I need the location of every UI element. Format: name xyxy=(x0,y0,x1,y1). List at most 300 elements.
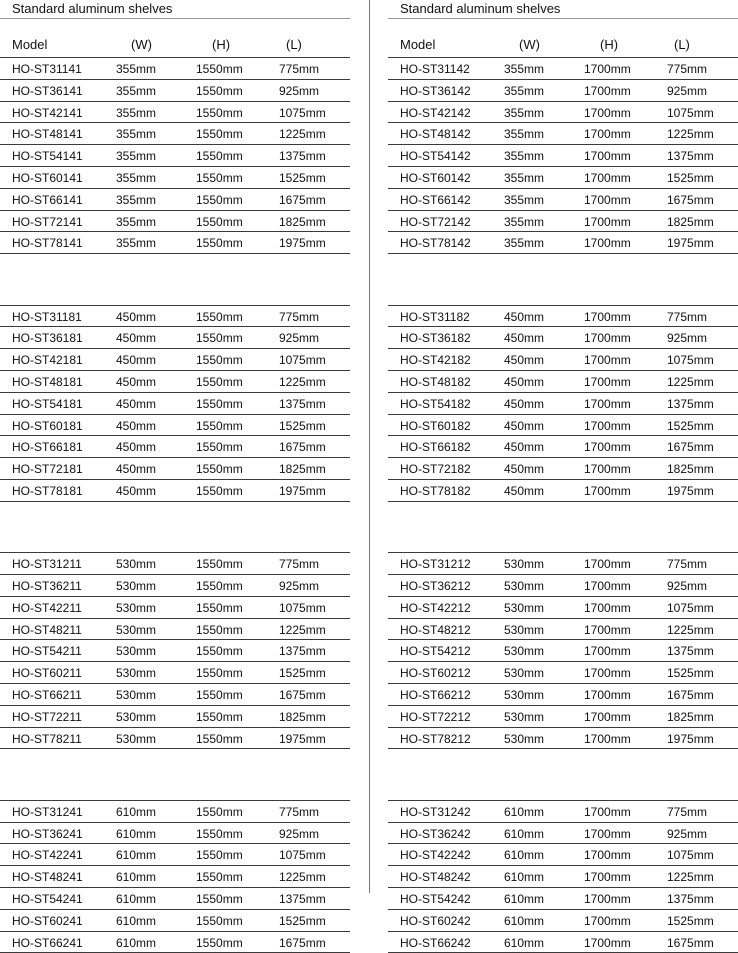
length-cell: 1075mm xyxy=(279,105,326,120)
model-cell: HO-ST54212 xyxy=(400,644,471,659)
header-width: (W) xyxy=(519,37,540,52)
height-cell: 1550mm xyxy=(196,236,243,251)
table-row xyxy=(388,822,738,844)
height-cell: 1700mm xyxy=(584,484,631,498)
table-row xyxy=(388,865,738,887)
table-row xyxy=(388,479,738,501)
width-cell: 355mm xyxy=(504,214,545,229)
width-cell: 355mm xyxy=(504,62,545,76)
width-cell: 450mm xyxy=(504,309,545,324)
width-cell: 450mm xyxy=(116,396,157,411)
model-cell: HO-ST42141 xyxy=(12,105,83,120)
length-cell: 775mm xyxy=(667,557,708,572)
model-cell: HO-ST66141 xyxy=(12,192,83,207)
width-cell: 530mm xyxy=(504,688,545,702)
height-cell: 1700mm xyxy=(584,913,631,928)
table-row xyxy=(0,479,350,501)
table-row xyxy=(0,210,350,232)
table-row xyxy=(0,144,350,166)
width-cell: 610mm xyxy=(116,935,157,950)
length-cell: 1975mm xyxy=(667,236,714,251)
model-cell: HO-ST48241 xyxy=(12,870,83,885)
width-cell: 530mm xyxy=(504,644,545,659)
table-row xyxy=(388,800,738,822)
length-cell: 1075mm xyxy=(279,848,326,863)
length-cell: 1975mm xyxy=(667,484,714,498)
table-row xyxy=(388,370,738,392)
width-cell: 610mm xyxy=(116,870,157,885)
model-cell: HO-ST54181 xyxy=(12,396,83,411)
width-cell: 450mm xyxy=(116,331,157,346)
length-cell: 1675mm xyxy=(279,192,326,207)
height-cell: 1550mm xyxy=(196,935,243,950)
height-cell: 1700mm xyxy=(584,644,631,659)
table-row xyxy=(388,552,738,574)
table-header xyxy=(388,36,738,56)
header-height: (H) xyxy=(600,37,619,52)
table-row xyxy=(0,618,350,640)
width-cell: 530mm xyxy=(116,666,157,681)
model-cell: HO-ST48211 xyxy=(12,622,82,637)
center-divider xyxy=(369,0,370,893)
width-cell: 450mm xyxy=(504,375,545,389)
length-cell: 1225mm xyxy=(279,870,326,885)
table-row xyxy=(388,210,738,232)
width-cell: 450mm xyxy=(504,462,545,477)
table-row xyxy=(388,705,738,727)
table-row xyxy=(0,101,350,123)
model-cell: HO-ST42211 xyxy=(12,600,82,615)
table-row xyxy=(0,705,350,727)
length-cell: 925mm xyxy=(667,83,708,98)
header-length: (L) xyxy=(674,37,690,52)
table-row xyxy=(388,661,738,683)
table-row xyxy=(0,326,350,348)
height-cell: 1550mm xyxy=(196,192,243,207)
width-cell: 355mm xyxy=(504,105,545,120)
height-cell: 1550mm xyxy=(196,644,243,659)
group-bottom-rule xyxy=(0,253,350,254)
table-row xyxy=(0,822,350,844)
table-row xyxy=(0,435,350,457)
length-cell: 925mm xyxy=(279,83,320,98)
length-cell: 1675mm xyxy=(667,935,714,950)
length-cell: 1975mm xyxy=(279,731,326,746)
width-cell: 530mm xyxy=(504,709,545,724)
length-cell: 1525mm xyxy=(667,171,714,185)
table-row xyxy=(0,457,350,479)
table-row xyxy=(0,79,350,101)
length-cell: 775mm xyxy=(667,309,708,324)
model-cell: HO-ST54142 xyxy=(400,149,471,164)
height-cell: 1700mm xyxy=(584,214,631,229)
height-cell: 1550mm xyxy=(196,688,243,702)
width-cell: 355mm xyxy=(504,236,545,251)
height-cell: 1550mm xyxy=(196,666,243,681)
height-cell: 1700mm xyxy=(584,870,631,885)
length-cell: 1525mm xyxy=(279,418,326,433)
height-cell: 1700mm xyxy=(584,353,631,368)
width-cell: 610mm xyxy=(504,870,545,885)
width-cell: 355mm xyxy=(116,214,157,229)
width-cell: 530mm xyxy=(116,731,157,746)
group-bottom-rule xyxy=(388,253,738,254)
height-cell: 1700mm xyxy=(584,236,631,251)
width-cell: 610mm xyxy=(504,935,545,950)
height-cell: 1550mm xyxy=(196,462,243,477)
table-row xyxy=(388,887,738,909)
length-cell: 775mm xyxy=(279,557,320,572)
length-cell: 1225mm xyxy=(667,127,714,142)
length-cell: 775mm xyxy=(279,62,320,76)
width-cell: 355mm xyxy=(116,236,157,251)
model-cell: HO-ST36242 xyxy=(400,826,471,841)
length-cell: 775mm xyxy=(667,804,708,819)
length-cell: 925mm xyxy=(667,579,708,593)
height-cell: 1700mm xyxy=(584,892,631,906)
model-cell: HO-ST60142 xyxy=(400,171,471,185)
height-cell: 1550mm xyxy=(196,149,243,164)
height-cell: 1550mm xyxy=(196,214,243,229)
model-cell: HO-ST78212 xyxy=(400,731,471,746)
height-cell: 1550mm xyxy=(196,870,243,885)
width-cell: 355mm xyxy=(504,149,545,164)
model-cell: HO-ST54242 xyxy=(400,892,471,906)
model-cell: HO-ST31141 xyxy=(12,62,82,76)
length-cell: 1375mm xyxy=(279,644,326,659)
height-cell: 1700mm xyxy=(584,688,631,702)
table-row xyxy=(388,931,738,953)
width-cell: 355mm xyxy=(116,62,157,76)
model-cell: HO-ST60182 xyxy=(400,418,471,433)
model-cell: HO-ST48141 xyxy=(12,127,83,142)
width-cell: 610mm xyxy=(116,848,157,863)
table-row xyxy=(388,166,738,188)
header-width: (W) xyxy=(131,37,152,52)
length-cell: 1225mm xyxy=(667,622,714,637)
height-cell: 1550mm xyxy=(196,309,243,324)
table-row xyxy=(388,326,738,348)
table-row xyxy=(388,435,738,457)
length-cell: 1375mm xyxy=(667,644,714,659)
width-cell: 450mm xyxy=(504,396,545,411)
width-cell: 450mm xyxy=(504,418,545,433)
model-cell: HO-ST66212 xyxy=(400,688,471,702)
width-cell: 355mm xyxy=(504,127,545,142)
length-cell: 925mm xyxy=(279,826,320,841)
width-cell: 530mm xyxy=(116,579,157,593)
height-cell: 1700mm xyxy=(584,848,631,863)
height-cell: 1700mm xyxy=(584,418,631,433)
width-cell: 530mm xyxy=(116,557,157,572)
length-cell: 1675mm xyxy=(279,688,326,702)
height-cell: 1550mm xyxy=(196,804,243,819)
model-cell: HO-ST54211 xyxy=(12,644,82,659)
width-cell: 450mm xyxy=(504,484,545,498)
length-cell: 925mm xyxy=(667,826,708,841)
model-cell: HO-ST54141 xyxy=(12,149,83,164)
table-row xyxy=(388,122,738,144)
height-cell: 1550mm xyxy=(196,105,243,120)
length-cell: 775mm xyxy=(279,309,320,324)
length-cell: 1675mm xyxy=(667,440,714,455)
height-cell: 1700mm xyxy=(584,440,631,455)
model-cell: HO-ST31212 xyxy=(400,557,471,572)
width-cell: 450mm xyxy=(116,309,157,324)
table-row xyxy=(0,188,350,210)
model-cell: HO-ST78142 xyxy=(400,236,471,251)
height-cell: 1700mm xyxy=(584,105,631,120)
length-cell: 1075mm xyxy=(667,600,714,615)
height-cell: 1550mm xyxy=(196,353,243,368)
height-cell: 1550mm xyxy=(196,331,243,346)
model-cell: HO-ST31242 xyxy=(400,804,471,819)
length-cell: 1075mm xyxy=(279,353,326,368)
group-bottom-rule xyxy=(388,501,738,502)
height-cell: 1550mm xyxy=(196,375,243,389)
group-bottom-rule xyxy=(0,748,350,749)
table-row xyxy=(0,800,350,822)
model-cell: HO-ST66182 xyxy=(400,440,471,455)
height-cell: 1550mm xyxy=(196,440,243,455)
table-row xyxy=(388,79,738,101)
length-cell: 1675mm xyxy=(279,935,326,950)
table-row xyxy=(0,574,350,596)
model-cell: HO-ST72211 xyxy=(12,709,82,724)
table-row xyxy=(388,683,738,705)
table-row xyxy=(388,727,738,749)
length-cell: 1525mm xyxy=(279,666,326,681)
model-cell: HO-ST60141 xyxy=(12,171,83,185)
length-cell: 1825mm xyxy=(667,214,714,229)
width-cell: 610mm xyxy=(504,892,545,906)
height-cell: 1700mm xyxy=(584,462,631,477)
model-cell: HO-ST66211 xyxy=(12,688,82,702)
model-cell: HO-ST48212 xyxy=(400,622,471,637)
width-cell: 530mm xyxy=(504,622,545,637)
width-cell: 530mm xyxy=(504,557,545,572)
length-cell: 1525mm xyxy=(667,418,714,433)
width-cell: 355mm xyxy=(116,127,157,142)
model-cell: HO-ST42142 xyxy=(400,105,471,120)
height-cell: 1700mm xyxy=(584,62,631,76)
height-cell: 1550mm xyxy=(196,62,243,76)
model-cell: HO-ST66142 xyxy=(400,192,471,207)
model-cell: HO-ST48142 xyxy=(400,127,471,142)
model-cell: HO-ST36211 xyxy=(12,579,82,593)
height-cell: 1550mm xyxy=(196,848,243,863)
height-cell: 1700mm xyxy=(584,731,631,746)
length-cell: 1225mm xyxy=(279,127,326,142)
length-cell: 1675mm xyxy=(667,192,714,207)
height-cell: 1550mm xyxy=(196,826,243,841)
length-cell: 1525mm xyxy=(667,913,714,928)
height-cell: 1550mm xyxy=(196,579,243,593)
table-row xyxy=(0,166,350,188)
length-cell: 1375mm xyxy=(279,396,326,411)
table-row xyxy=(0,596,350,618)
model-cell: HO-ST60211 xyxy=(12,666,82,681)
table-row xyxy=(0,887,350,909)
height-cell: 1700mm xyxy=(584,309,631,324)
height-cell: 1700mm xyxy=(584,709,631,724)
width-cell: 355mm xyxy=(504,192,545,207)
group-bottom-rule xyxy=(388,748,738,749)
model-cell: HO-ST60242 xyxy=(400,913,471,928)
table-row xyxy=(0,683,350,705)
height-cell: 1550mm xyxy=(196,709,243,724)
model-cell: HO-ST72181 xyxy=(12,462,83,477)
width-cell: 355mm xyxy=(504,171,545,185)
table-row xyxy=(388,101,738,123)
model-cell: HO-ST42212 xyxy=(400,600,471,615)
table-row xyxy=(0,552,350,574)
model-cell: HO-ST72182 xyxy=(400,462,471,477)
header-model: Model xyxy=(12,37,48,52)
width-cell: 530mm xyxy=(504,579,545,593)
table-row xyxy=(0,909,350,931)
model-cell: HO-ST42181 xyxy=(12,353,83,368)
height-cell: 1550mm xyxy=(196,83,243,98)
height-cell: 1550mm xyxy=(196,557,243,572)
model-cell: HO-ST48181 xyxy=(12,375,83,389)
width-cell: 530mm xyxy=(504,731,545,746)
length-cell: 1225mm xyxy=(667,375,714,389)
height-cell: 1550mm xyxy=(196,127,243,142)
height-cell: 1700mm xyxy=(584,600,631,615)
model-cell: HO-ST72141 xyxy=(12,214,83,229)
width-cell: 610mm xyxy=(504,848,545,863)
width-cell: 355mm xyxy=(116,105,157,120)
model-cell: HO-ST60241 xyxy=(12,913,83,928)
model-cell: HO-ST66181 xyxy=(12,440,83,455)
model-cell: HO-ST36182 xyxy=(400,331,471,346)
height-cell: 1700mm xyxy=(584,375,631,389)
width-cell: 450mm xyxy=(116,418,157,433)
height-cell: 1700mm xyxy=(584,149,631,164)
width-cell: 450mm xyxy=(116,462,157,477)
table-row xyxy=(388,348,738,370)
width-cell: 450mm xyxy=(504,353,545,368)
header-height: (H) xyxy=(212,37,231,52)
height-cell: 1700mm xyxy=(584,331,631,346)
length-cell: 1825mm xyxy=(667,462,714,477)
height-cell: 1550mm xyxy=(196,171,243,185)
width-cell: 530mm xyxy=(116,709,157,724)
table-row xyxy=(388,188,738,210)
table-row xyxy=(388,231,738,253)
table-row xyxy=(388,618,738,640)
height-cell: 1700mm xyxy=(584,396,631,411)
model-cell: HO-ST42242 xyxy=(400,848,471,863)
table-row xyxy=(388,574,738,596)
height-cell: 1550mm xyxy=(196,731,243,746)
right-spec-panel xyxy=(388,0,738,950)
table-row xyxy=(0,931,350,953)
length-cell: 1525mm xyxy=(667,666,714,681)
model-cell: HO-ST48242 xyxy=(400,870,471,885)
width-cell: 530mm xyxy=(504,600,545,615)
model-cell: HO-ST78211 xyxy=(12,731,82,746)
table-row xyxy=(388,414,738,436)
model-cell: HO-ST72212 xyxy=(400,709,471,724)
width-cell: 450mm xyxy=(116,375,157,389)
table-row xyxy=(388,305,738,327)
table-row xyxy=(0,122,350,144)
model-cell: HO-ST48182 xyxy=(400,375,471,389)
length-cell: 1825mm xyxy=(279,214,326,229)
model-cell: HO-ST72142 xyxy=(400,214,471,229)
model-cell: HO-ST31182 xyxy=(400,309,470,324)
width-cell: 450mm xyxy=(504,331,545,346)
table-row xyxy=(0,370,350,392)
model-cell: HO-ST42241 xyxy=(12,848,83,863)
width-cell: 450mm xyxy=(504,440,545,455)
width-cell: 355mm xyxy=(116,83,157,98)
width-cell: 355mm xyxy=(116,192,157,207)
length-cell: 925mm xyxy=(279,331,320,346)
length-cell: 1375mm xyxy=(279,892,326,906)
length-cell: 1225mm xyxy=(279,375,326,389)
width-cell: 530mm xyxy=(504,666,545,681)
model-cell: HO-ST36141 xyxy=(12,83,83,98)
height-cell: 1700mm xyxy=(584,171,631,185)
table-row xyxy=(0,843,350,865)
table-row xyxy=(0,639,350,661)
length-cell: 1825mm xyxy=(279,709,326,724)
width-cell: 610mm xyxy=(504,826,545,841)
height-cell: 1550mm xyxy=(196,396,243,411)
width-cell: 610mm xyxy=(116,892,157,906)
model-cell: HO-ST36142 xyxy=(400,83,471,98)
model-cell: HO-ST31181 xyxy=(12,309,82,324)
model-cell: HO-ST36241 xyxy=(12,826,83,841)
model-cell: HO-ST60212 xyxy=(400,666,471,681)
model-cell: HO-ST36212 xyxy=(400,579,471,593)
height-cell: 1700mm xyxy=(584,622,631,637)
height-cell: 1700mm xyxy=(584,826,631,841)
width-cell: 610mm xyxy=(504,804,545,819)
height-cell: 1700mm xyxy=(584,579,631,593)
width-cell: 530mm xyxy=(116,600,157,615)
model-cell: HO-ST66242 xyxy=(400,935,471,950)
left-spec-panel xyxy=(0,0,350,950)
length-cell: 1675mm xyxy=(279,440,326,455)
panel-title: Standard aluminum shelves xyxy=(12,1,173,16)
width-cell: 610mm xyxy=(116,826,157,841)
length-cell: 1075mm xyxy=(667,848,714,863)
model-cell: HO-ST66241 xyxy=(12,935,83,950)
height-cell: 1700mm xyxy=(584,557,631,572)
table-row xyxy=(388,392,738,414)
length-cell: 1825mm xyxy=(667,709,714,724)
table-row xyxy=(388,596,738,618)
width-cell: 530mm xyxy=(116,622,157,637)
header-length: (L) xyxy=(286,37,302,52)
length-cell: 1375mm xyxy=(667,149,714,164)
height-cell: 1550mm xyxy=(196,418,243,433)
length-cell: 925mm xyxy=(279,579,320,593)
model-cell: HO-ST54182 xyxy=(400,396,471,411)
length-cell: 1225mm xyxy=(279,622,326,637)
table-row xyxy=(0,392,350,414)
table-row xyxy=(0,414,350,436)
length-cell: 1675mm xyxy=(667,688,714,702)
model-cell: HO-ST78182 xyxy=(400,484,471,498)
width-cell: 610mm xyxy=(116,913,157,928)
length-cell: 1975mm xyxy=(279,484,326,498)
table-row xyxy=(0,231,350,253)
